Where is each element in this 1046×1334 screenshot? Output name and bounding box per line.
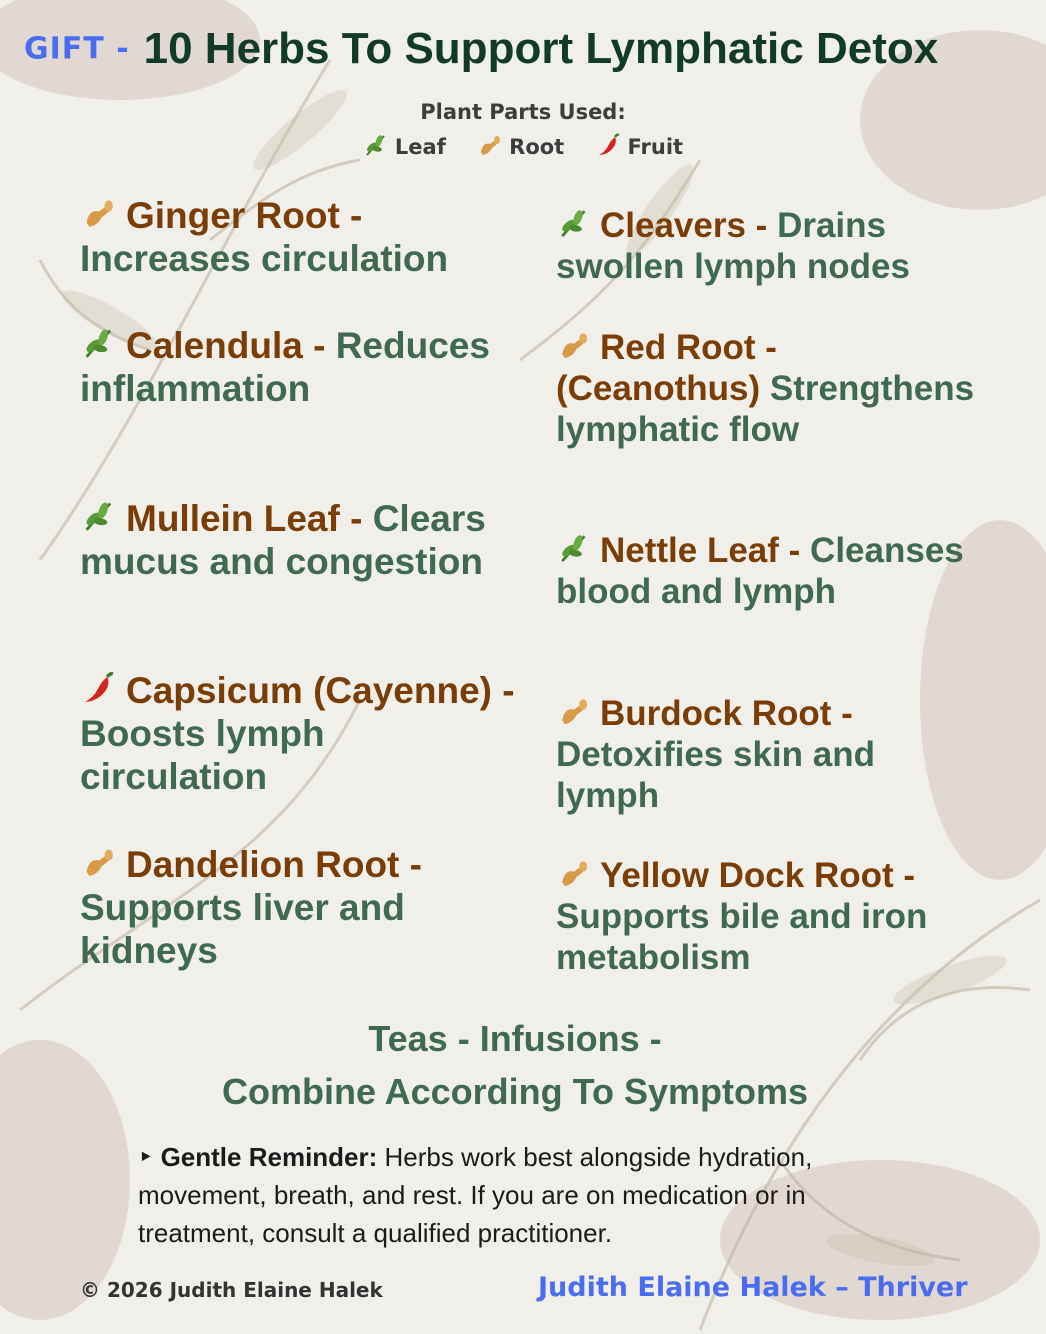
herb-description: Strengthens lymphatic flow [556,369,975,449]
teas-line-2: Combine According To Symptoms [221,1071,809,1112]
legend-label: Root [509,135,565,159]
herb-description: Cleanses blood and lymph [556,531,964,611]
herb-name: Calendula - [126,325,326,366]
herb-description: Drains swollen lymph nodes [556,206,910,286]
page-title [24,24,1034,74]
legend-item-leaf [363,132,446,159]
leaf-icon [363,132,389,158]
teas-heading [0,1012,1030,1118]
root-icon [80,195,118,231]
herb-name: Cleavers - [600,206,768,245]
herb-item [556,693,976,816]
herb-item [80,324,520,410]
herb-name: Dandelion Root - [126,844,422,885]
root-icon [556,694,592,728]
gentle-reminder [138,1138,918,1252]
reminder-label: Gentle Reminder: [160,1142,378,1172]
herb-name: Red Root - (Ceanothus) [556,328,777,408]
legend-label: Leaf [394,135,446,159]
herb-name: Capsicum (Cayenne) - [126,670,515,711]
herb-item [80,497,520,583]
herb-item [556,205,976,287]
legend-item-root [477,132,564,159]
herb-description: Supports bile and iron metabolism [556,897,928,977]
bullet-icon: ‣ [138,1142,154,1172]
herb-description: Clears mucus and congestion [80,498,486,582]
herb-item [80,194,520,280]
legend-heading: Plant Parts Used: [420,100,626,124]
leaf-icon [556,531,592,565]
gift-label: GIFT - [24,31,130,67]
fruit-icon [80,670,118,706]
copyright: © 2026 Judith Elaine Halek [80,1278,383,1302]
herb-name: Nettle Leaf - [600,531,801,570]
herb-description: Boosts lymph circulation [80,713,325,797]
herb-name: Burdock Root - [600,694,853,733]
root-icon [556,856,592,890]
herb-name: Mullein Leaf - [126,498,363,539]
herb-item [556,855,976,978]
teas-line-1: Teas - Infusions - [368,1018,662,1059]
legend-label: Fruit [627,135,684,159]
fruit-icon [596,132,622,158]
herb-description: Detoxifies skin and lymph [556,735,875,815]
herb-description: Increases circulation [80,238,449,279]
signature: Judith Elaine Halek – Thriver [538,1272,968,1303]
root-icon [477,132,503,158]
herb-item [556,530,976,612]
leaf-icon [80,498,118,534]
herb-item [80,669,520,798]
legend [0,132,1046,159]
herb-description: Supports liver and kidneys [80,887,405,971]
root-icon [556,328,592,362]
herb-name: Ginger Root - [126,195,363,236]
title-text: 10 Herbs To Support Lymphatic Detox [143,24,939,73]
leaf-icon [556,206,592,240]
reminder-text: Herbs work best alongside hydration, movement, breath, and rest. If you are on medication or in treatment, consult a qualified practitioner. [138,1142,813,1248]
root-icon [80,844,118,880]
herb-item [80,843,520,972]
herb-item [556,327,976,450]
legend-item-fruit [596,132,684,159]
herb-name: Yellow Dock Root - [600,856,916,895]
herb-description: Reduces inflammation [80,325,490,409]
leaf-icon [80,325,118,361]
